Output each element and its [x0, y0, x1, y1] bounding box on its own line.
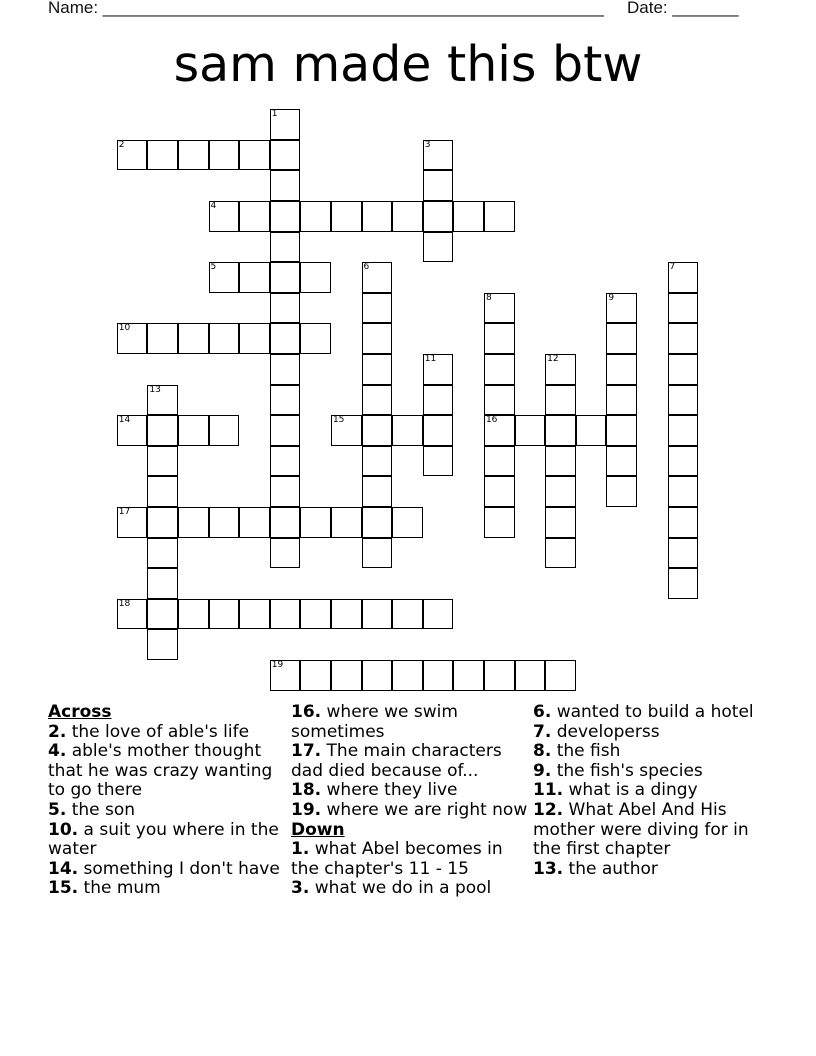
grid-cell[interactable]	[239, 140, 270, 171]
grid-cell[interactable]	[270, 446, 301, 477]
clue-text: where we are right now	[326, 799, 528, 820]
grid-cell[interactable]	[270, 323, 301, 354]
grid-cell[interactable]	[270, 262, 301, 293]
grid-cell[interactable]	[362, 262, 393, 293]
grid-cell[interactable]	[270, 385, 301, 416]
clues-column-3	[533, 703, 773, 879]
grid-cell[interactable]	[668, 354, 699, 385]
grid-cell[interactable]	[606, 446, 637, 477]
grid-cell[interactable]	[668, 476, 699, 507]
clue-number: 7	[669, 262, 676, 273]
across-clue	[291, 781, 531, 801]
down-clue	[533, 703, 773, 723]
grid-cell[interactable]	[331, 201, 362, 232]
grid-cell[interactable]	[545, 507, 576, 538]
grid-cell[interactable]	[484, 323, 515, 354]
grid-cell[interactable]	[270, 476, 301, 507]
grid-cell[interactable]	[484, 476, 515, 507]
clue-text: the fish	[556, 741, 621, 762]
grid-cell[interactable]	[545, 354, 576, 385]
clue-text: the mum	[83, 878, 161, 899]
grid-cell[interactable]	[668, 446, 699, 477]
grid-cell[interactable]	[362, 323, 393, 354]
grid-cell[interactable]	[362, 385, 393, 416]
grid-cell[interactable]	[545, 660, 576, 691]
grid-cell[interactable]	[576, 415, 607, 446]
across-clue	[48, 879, 288, 899]
grid-cell[interactable]	[209, 201, 240, 232]
grid-cell[interactable]	[147, 629, 178, 660]
grid-cell[interactable]	[331, 599, 362, 630]
grid-cell[interactable]	[178, 507, 209, 538]
grid-cell[interactable]	[147, 140, 178, 171]
grid-cell[interactable]	[545, 476, 576, 507]
clue-text: able's mother thought that he was crazy wanting to go there	[48, 741, 273, 801]
down-heading: Down	[291, 819, 345, 840]
name-field[interactable]: Name: _____________________________________________________	[48, 0, 604, 17]
clue-number: 15	[332, 415, 345, 426]
clues-column-1	[48, 703, 288, 899]
clue-number: 2	[118, 139, 125, 150]
grid-cell[interactable]	[545, 446, 576, 477]
grid-cell[interactable]	[147, 323, 178, 354]
grid-cell[interactable]	[270, 599, 301, 630]
grid-cell[interactable]	[178, 140, 209, 171]
clue-text: The main characters dad died because of...	[291, 741, 502, 781]
across-heading: Across	[48, 702, 112, 722]
clue-number-label: 13.	[533, 858, 564, 879]
grid-cell[interactable]	[117, 323, 148, 354]
clue-text: the author	[568, 858, 658, 879]
grid-cell[interactable]	[668, 507, 699, 538]
down-clue	[291, 840, 531, 879]
clue-text: where we swim sometimes	[291, 702, 458, 742]
grid-cell[interactable]	[668, 415, 699, 446]
page-title: sam made this btw	[173, 36, 643, 93]
down-clue	[291, 879, 531, 899]
across-clue	[48, 821, 288, 860]
grid-cell[interactable]	[270, 415, 301, 446]
grid-cell[interactable]	[484, 660, 515, 691]
clue-number-label: 12.	[533, 799, 564, 820]
clue-number: 16	[485, 415, 498, 426]
grid-cell[interactable]	[362, 507, 393, 538]
clue-number: 19	[271, 660, 284, 671]
grid-cell[interactable]	[362, 538, 393, 569]
grid-cell[interactable]	[270, 232, 301, 263]
clue-number-label: 18.	[291, 780, 322, 801]
grid-cell[interactable]	[362, 660, 393, 691]
grid-cell[interactable]	[484, 415, 515, 446]
across-clue	[291, 801, 531, 821]
clue-number: 3	[424, 139, 431, 150]
grid-cell[interactable]	[239, 262, 270, 293]
clue-number-label: 19.	[291, 799, 322, 820]
grid-cell[interactable]	[117, 599, 148, 630]
grid-cell[interactable]	[392, 415, 423, 446]
across-clue	[291, 703, 531, 742]
grid-cell[interactable]	[423, 660, 454, 691]
grid-cell[interactable]	[270, 538, 301, 569]
clue-number-label: 7.	[533, 721, 552, 742]
grid-cell[interactable]	[209, 415, 240, 446]
clue-text: developerss	[556, 721, 660, 742]
grid-cell[interactable]	[209, 140, 240, 171]
clue-number: 14	[118, 415, 131, 426]
grid-cell[interactable]	[270, 140, 301, 171]
clue-number-label: 9.	[533, 760, 552, 781]
grid-cell[interactable]	[300, 660, 331, 691]
clue-text: wanted to build a hotel	[556, 702, 754, 722]
clue-text: a suit you where in the water	[48, 819, 279, 860]
grid-cell[interactable]	[300, 599, 331, 630]
grid-cell[interactable]	[484, 507, 515, 538]
grid-cell[interactable]	[117, 507, 148, 538]
clue-number: 12	[547, 354, 559, 365]
clue-text: where they live	[326, 780, 458, 801]
grid-cell[interactable]	[668, 262, 699, 293]
clue-number-label: 3.	[291, 878, 310, 899]
grid-cell[interactable]	[270, 109, 301, 140]
grid-cell[interactable]	[423, 354, 454, 385]
grid-cell[interactable]	[423, 201, 454, 232]
grid-cell[interactable]	[300, 323, 331, 354]
grid-cell[interactable]	[362, 476, 393, 507]
grid-cell[interactable]	[270, 293, 301, 324]
grid-cell[interactable]	[209, 507, 240, 538]
grid-cell[interactable]	[392, 660, 423, 691]
down-clue	[533, 762, 773, 782]
date-field[interactable]: Date: _______	[627, 0, 739, 17]
grid-cell[interactable]	[453, 201, 484, 232]
grid-cell[interactable]	[392, 507, 423, 538]
grid-cell[interactable]	[178, 415, 209, 446]
grid-cell[interactable]	[147, 507, 178, 538]
grid-cell[interactable]	[300, 201, 331, 232]
clue-number: 4	[210, 201, 217, 212]
grid-cell[interactable]	[668, 323, 699, 354]
grid-cell[interactable]	[147, 599, 178, 630]
clue-number-label: 5.	[48, 799, 67, 820]
grid-cell[interactable]	[668, 385, 699, 416]
clue-number: 13	[149, 384, 161, 395]
grid-cell[interactable]	[606, 323, 637, 354]
clues-column-2	[291, 703, 531, 899]
grid-cell[interactable]	[270, 660, 301, 691]
clue-text: the love of able's life	[71, 721, 250, 742]
grid-cell[interactable]	[147, 538, 178, 569]
across-clue	[48, 723, 288, 743]
grid-cell[interactable]	[117, 140, 148, 171]
grid-cell[interactable]	[545, 538, 576, 569]
grid-cell[interactable]	[484, 354, 515, 385]
grid-cell[interactable]	[300, 507, 331, 538]
grid-cell[interactable]	[423, 232, 454, 263]
clue-number-label: 8.	[533, 741, 552, 762]
grid-cell[interactable]	[606, 354, 637, 385]
grid-cell[interactable]	[484, 201, 515, 232]
clue-number-label: 1.	[291, 839, 310, 860]
grid-cell[interactable]	[362, 201, 393, 232]
grid-cell[interactable]	[423, 446, 454, 477]
clue-number-label: 6.	[533, 702, 552, 722]
clue-number: 18	[118, 598, 131, 609]
grid-cell[interactable]	[362, 446, 393, 477]
grid-cell[interactable]	[331, 507, 362, 538]
grid-cell[interactable]	[423, 385, 454, 416]
grid-cell[interactable]	[606, 293, 637, 324]
grid-cell[interactable]	[270, 201, 301, 232]
clue-text: the fish's species	[556, 760, 703, 781]
clue-number-label: 2.	[48, 721, 67, 742]
down-clue	[533, 860, 773, 880]
grid-cell[interactable]	[239, 507, 270, 538]
across-clue	[291, 742, 531, 781]
grid-cell[interactable]	[209, 262, 240, 293]
grid-cell[interactable]	[147, 476, 178, 507]
grid-cell[interactable]	[178, 323, 209, 354]
grid-cell[interactable]	[392, 599, 423, 630]
clue-text: what Abel becomes in the chapter's 11 - 15	[291, 839, 503, 879]
grid-cell[interactable]	[545, 415, 576, 446]
grid-cell[interactable]	[515, 415, 546, 446]
clue-number-label: 17.	[291, 741, 322, 762]
clue-number: 5	[210, 262, 217, 273]
grid-cell[interactable]	[362, 354, 393, 385]
grid-cell[interactable]	[270, 507, 301, 538]
grid-cell[interactable]	[606, 385, 637, 416]
grid-cell[interactable]	[270, 354, 301, 385]
grid-cell[interactable]	[606, 415, 637, 446]
grid-cell[interactable]	[239, 201, 270, 232]
grid-cell[interactable]	[362, 599, 393, 630]
grid-cell[interactable]	[668, 293, 699, 324]
grid-cell[interactable]	[545, 385, 576, 416]
grid-cell[interactable]	[484, 293, 515, 324]
grid-cell[interactable]	[147, 385, 178, 416]
grid-cell[interactable]	[209, 323, 240, 354]
clue-number-label: 16.	[291, 702, 322, 722]
down-clue	[533, 723, 773, 743]
clue-text: What Abel And His mother were diving for in the first chapter	[533, 799, 749, 860]
grid-cell[interactable]	[147, 446, 178, 477]
down-clue	[533, 742, 773, 762]
grid-cell[interactable]	[668, 568, 699, 599]
clue-number-label: 4.	[48, 741, 67, 762]
grid-cell[interactable]	[362, 415, 393, 446]
grid-cell[interactable]	[300, 262, 331, 293]
grid-cell[interactable]	[178, 599, 209, 630]
clue-number-label: 15.	[48, 878, 79, 899]
clue-number-label: 14.	[48, 858, 79, 879]
down-clue	[533, 801, 773, 860]
grid-cell[interactable]	[515, 660, 546, 691]
grid-cell[interactable]	[423, 140, 454, 171]
clue-text: the son	[71, 799, 136, 820]
clue-number: 6	[363, 262, 370, 273]
grid-cell[interactable]	[331, 415, 362, 446]
grid-cell[interactable]	[147, 568, 178, 599]
grid-cell[interactable]	[239, 599, 270, 630]
grid-cell[interactable]	[117, 415, 148, 446]
clue-text: what we do in a pool	[314, 878, 492, 899]
clue-number: 17	[118, 507, 131, 518]
grid-cell[interactable]	[392, 201, 423, 232]
clue-number: 10	[118, 323, 131, 334]
grid-cell[interactable]	[331, 660, 362, 691]
clue-number-label: 11.	[533, 780, 564, 801]
clue-text: something I don't have	[83, 858, 280, 879]
grid-cell[interactable]	[423, 599, 454, 630]
grid-cell[interactable]	[270, 170, 301, 201]
clue-text: what is a dingy	[568, 780, 698, 801]
clue-number: 9	[608, 292, 615, 303]
grid-cell[interactable]	[606, 476, 637, 507]
grid-cell[interactable]	[239, 323, 270, 354]
grid-cell[interactable]	[423, 170, 454, 201]
across-clue	[48, 742, 288, 801]
grid-cell[interactable]	[484, 385, 515, 416]
grid-cell[interactable]	[453, 660, 484, 691]
grid-cell[interactable]	[362, 293, 393, 324]
grid-cell[interactable]	[484, 446, 515, 477]
grid-cell[interactable]	[668, 538, 699, 569]
clue-number: 1	[271, 109, 278, 120]
across-clue	[48, 860, 288, 880]
down-clue	[533, 781, 773, 801]
across-clue	[48, 801, 288, 821]
clue-number: 11	[424, 354, 437, 365]
clue-number-label: 10.	[48, 819, 79, 840]
clue-number: 8	[485, 292, 492, 303]
grid-cell[interactable]	[147, 415, 178, 446]
grid-cell[interactable]	[423, 415, 454, 446]
grid-cell[interactable]	[209, 599, 240, 630]
